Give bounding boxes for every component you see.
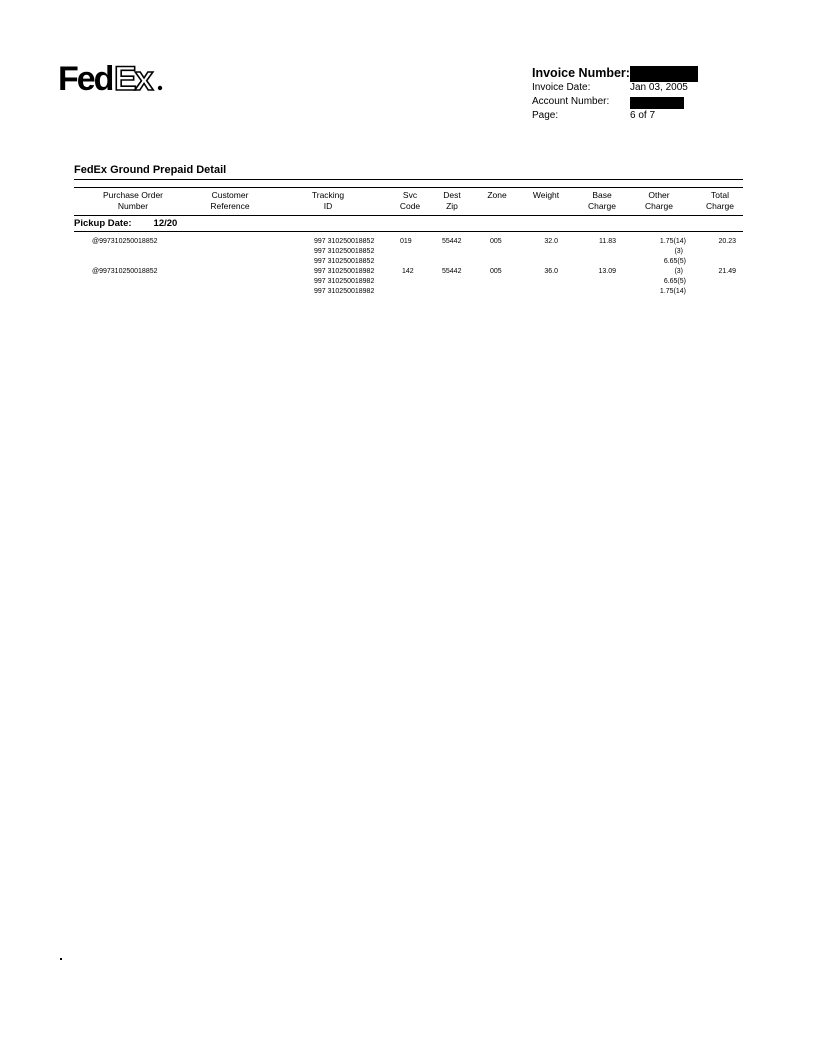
invoice-date-value: Jan 03, 2005 [630,82,688,93]
column-header-customer-reference: Customer Reference [210,190,250,211]
weight-cell: 36.0 [544,268,558,275]
account-number-row [532,96,712,110]
svg-text:Fed: Fed [58,60,113,98]
column-header-zone: Zone [487,190,507,200]
divider [74,215,743,216]
page-row [532,110,712,124]
column-header-base-charge: Base Charge [588,190,616,211]
svc-code-cell: 142 [402,268,414,275]
svg-text:Ex: Ex [114,60,152,98]
invoice-date-row [532,82,712,96]
column-header-total-charge: Total Charge [706,190,734,211]
weight-cell: 32.0 [544,238,558,245]
column-header-tracking-id: Tracking ID [311,190,345,211]
fedex-logo [58,58,168,98]
redacted-account-number [630,97,684,109]
pickup-date-label: Pickup Date: [74,218,132,229]
column-header-po-number: Purchase Order Number [103,190,163,211]
footer-mark [60,958,62,960]
divider [74,179,743,180]
base-charge-cell: 11.83 [599,238,616,245]
invoice-number-row [532,66,712,82]
zone-cell: 005 [490,268,502,275]
other-charge-cell: 1.75(14) (3) 6.65(5) [659,238,686,265]
section-title: FedEx Ground Prepaid Detail [74,164,227,176]
other-charge-cell: (3) 6.65(5) 1.75(14) [659,268,686,295]
dest-zip-cell: 55442 [442,268,462,275]
account-number-label: Account Number: [532,96,610,107]
tracking-id-cell: 997 310250018852 997 310250018852 997 310250018852 [314,238,375,265]
pickup-date-value: 12/20 [153,218,178,229]
column-header-dest-zip: Dest Zip [443,190,461,211]
po-number-cell: @997310250018852 [92,238,158,245]
invoice-number-label: Invoice Number: [532,66,630,80]
column-header-svc-code: Svc Code [399,190,421,211]
po-number-cell: @997310250018852 [92,268,158,275]
column-header-other-charge: Other Charge [645,190,673,211]
page-label: Page: [532,110,559,121]
dest-zip-cell: 55442 [442,238,462,245]
column-header-weight: Weight [532,190,560,200]
pickup-date [74,218,177,229]
invoice-info [532,66,712,124]
svc-code-cell: 019 [400,238,412,245]
total-charge-cell: 21.49 [718,268,736,275]
redacted-invoice-number [630,66,698,82]
page-value: 6 of 7 [630,110,656,121]
invoice-date-label: Invoice Date: [532,82,591,93]
divider [74,231,743,232]
tracking-id-cell: 997 310250018982 997 310250018982 997 310250018982 [314,268,375,295]
total-charge-cell: 20.23 [718,238,736,245]
divider [74,187,743,188]
base-charge-cell: 13.09 [598,268,616,275]
zone-cell: 005 [490,238,502,245]
